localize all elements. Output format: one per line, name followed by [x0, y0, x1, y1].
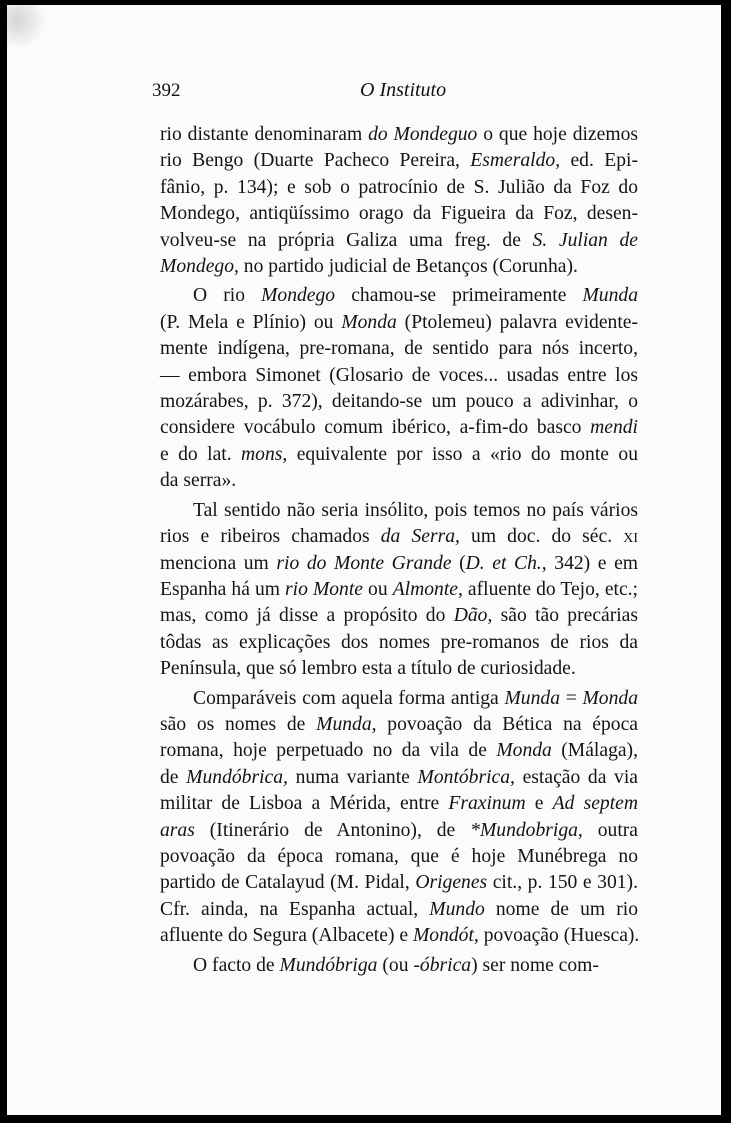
text-segment: numa variante — [287, 766, 418, 788]
text-segment: estação da via — [514, 766, 638, 788]
text-line — [160, 844, 638, 870]
text-line — [160, 468, 638, 494]
text-line — [160, 656, 638, 682]
text-segment: nome de um rio — [484, 898, 638, 920]
text-line — [160, 201, 638, 227]
italic-text: Monda — [496, 740, 552, 762]
text-segment: (Málaga), — [551, 740, 638, 762]
text-segment: xi — [623, 526, 638, 548]
italic-text: Mondego — [261, 285, 336, 307]
text-line — [160, 254, 638, 280]
paragraph — [160, 283, 638, 494]
italic-text: rio Monte — [285, 578, 363, 600]
italic-text: Munda, — [316, 713, 377, 735]
italic-text: Montóbrica, — [417, 766, 515, 788]
text-segment: no partido judicial de Betanços (Corunha). — [238, 256, 578, 278]
text-line — [160, 498, 638, 524]
text-segment: tôdas as explicações dos nomes pre-romanos de rios da — [160, 631, 638, 653]
text-segment: cit., p. 150 e 301). — [487, 872, 638, 894]
text-segment: o que hoje dizemos — [477, 124, 638, 145]
italic-text: Ad septem — [552, 793, 638, 815]
text-line — [160, 630, 638, 656]
text-segment: O facto de — [193, 954, 280, 976]
text-segment: povoação da época romana, que é hoje Munébrega no — [160, 845, 638, 867]
italic-text: mendi — [590, 417, 638, 439]
text-segment: equivalente por isso a «rio do monte ou — [287, 443, 638, 465]
text-segment: Tal sentido não seria insólito, pois temos no país vários — [193, 499, 638, 521]
italic-text: Monda — [341, 311, 397, 333]
text-line — [160, 897, 638, 923]
italic-text: Origenes — [415, 872, 488, 894]
text-segment: romana, hoje perpetuado no da vila de — [160, 740, 497, 762]
text-segment: fânio, p. 134); e sob o patrocínio de S. Julião da Foz do — [160, 176, 638, 198]
text-segment: mozárabes, p. 372), deitando-se um pouco a adivinhar, o — [160, 391, 638, 413]
text-line — [160, 712, 638, 738]
paragraph — [160, 498, 638, 683]
text-segment: chamou-se primeiramente — [335, 285, 583, 307]
body-text — [160, 122, 638, 982]
italic-text: Mondót, — [412, 925, 479, 947]
text-segment: ed. Epi- — [560, 150, 638, 172]
text-segment: são tão precárias — [492, 605, 638, 627]
text-line — [160, 738, 638, 764]
italic-text: -óbrica — [413, 954, 472, 976]
text-segment: outra — [582, 819, 638, 841]
text-segment: rio distante denominaram — [160, 124, 369, 145]
text-line — [160, 603, 638, 629]
text-line — [160, 765, 638, 791]
text-segment: menciona um — [160, 552, 277, 574]
text-segment: rio Bengo (Duarte Pacheco Pereira, — [160, 150, 471, 172]
text-line — [160, 524, 638, 550]
paragraph — [160, 953, 638, 979]
text-line — [160, 122, 638, 148]
italic-text: Mundo — [429, 898, 485, 920]
text-line — [160, 148, 638, 174]
running-title: O Instituto — [360, 79, 447, 101]
text-line — [160, 818, 638, 844]
text-segment: são os nomes de — [160, 713, 317, 735]
italic-text: Mundóbriga — [279, 954, 378, 976]
text-segment: Mondego, antiqüíssimo orago da Figueira da Foz, desen- — [160, 203, 638, 225]
page-smudge — [7, 5, 47, 45]
text-segment: Cfr. ainda, na Espanha actual, — [160, 898, 430, 920]
italic-text: do Mondeguo — [368, 124, 478, 145]
italic-text: S. Julian de — [532, 229, 638, 251]
text-segment: ) ser nome com- — [471, 954, 599, 976]
text-segment: O rio — [193, 285, 262, 307]
italic-text: rio do Monte Grande — [276, 552, 452, 574]
text-segment: mas, como já disse a propósito do — [160, 605, 454, 627]
text-segment: ou — [363, 578, 393, 600]
text-segment: povoação (Huesca). — [478, 925, 640, 947]
text-segment: povoação da Bética na época — [376, 713, 638, 735]
italic-text: mons, — [241, 443, 288, 465]
page-header — [152, 74, 602, 104]
text-line — [160, 389, 638, 415]
text-segment: Comparáveis com aquela forma antiga — [193, 687, 505, 709]
text-segment: (Itinerário de Antonino), de — [194, 819, 471, 841]
text-segment: militar de Lisboa a Mérida, entre — [160, 793, 449, 815]
page-number: 392 — [152, 80, 181, 101]
text-line — [160, 791, 638, 817]
text-line — [160, 310, 638, 336]
text-line — [160, 551, 638, 577]
italic-text: D. et Ch. — [465, 552, 542, 574]
text-segment: afluente do Tejo, etc.; — [462, 578, 639, 600]
text-segment: considere vocábulo comum ibérico, a-fim-do basco — [160, 417, 591, 439]
text-line — [160, 923, 638, 949]
text-segment: = — [560, 687, 583, 709]
text-segment: rios e ribeiros chamados — [160, 526, 381, 548]
italic-text: Dão, — [453, 605, 493, 627]
text-segment: (Ptolemeu) palavra evidente- — [396, 311, 638, 333]
text-line — [160, 953, 638, 979]
italic-text: Munda — [504, 687, 560, 709]
text-segment: da serra». — [160, 470, 237, 492]
text-line — [160, 577, 638, 603]
text-segment: um doc. do séc. — [459, 526, 624, 548]
text-line — [160, 870, 638, 896]
italic-text: Mondego, — [160, 256, 239, 278]
italic-text: aras — [160, 819, 195, 841]
text-segment: e — [525, 793, 553, 815]
book-page — [7, 5, 721, 1115]
paragraph — [160, 686, 638, 950]
text-line — [160, 442, 638, 468]
text-segment: volveu-se na própria Galiza uma freg. de — [160, 229, 533, 251]
text-segment: , 342) e em — [541, 552, 639, 574]
italic-text: *Mundobriga, — [470, 819, 583, 841]
text-segment: e do lat. — [160, 443, 242, 465]
text-segment: — embora Simonet (Glosario de voces... usadas entre los — [160, 364, 638, 386]
italic-text: Mundóbrica, — [186, 766, 288, 788]
italic-text: Esmeraldo, — [470, 150, 561, 172]
text-line — [160, 415, 638, 441]
text-line — [160, 336, 638, 362]
italic-text: Monda — [582, 687, 638, 709]
text-segment: (P. Mela e Plínio) ou — [160, 311, 342, 333]
text-segment: de — [160, 766, 187, 788]
italic-text: Almonte, — [392, 578, 463, 600]
text-segment: partido de Catalayud (M. Pidal, — [160, 872, 416, 894]
text-segment: Península, que só lembro esta a título de curiosidade. — [160, 658, 576, 680]
italic-text: da Serra, — [380, 526, 460, 548]
paragraph — [160, 122, 638, 280]
italic-text: Fraxinum — [448, 793, 526, 815]
text-line — [160, 686, 638, 712]
text-segment: (ou — [377, 954, 414, 976]
text-line — [160, 228, 638, 254]
text-line — [160, 363, 638, 389]
text-segment: afluente do Segura (Albacete) e — [160, 925, 413, 947]
text-line — [160, 175, 638, 201]
text-line — [160, 283, 638, 309]
text-segment: ( — [451, 552, 466, 574]
text-segment: mente indígena, pre-romana, de sentido para nós incerto, — [160, 338, 638, 360]
italic-text: Munda — [582, 285, 638, 307]
text-segment: Espanha há um — [160, 578, 286, 600]
